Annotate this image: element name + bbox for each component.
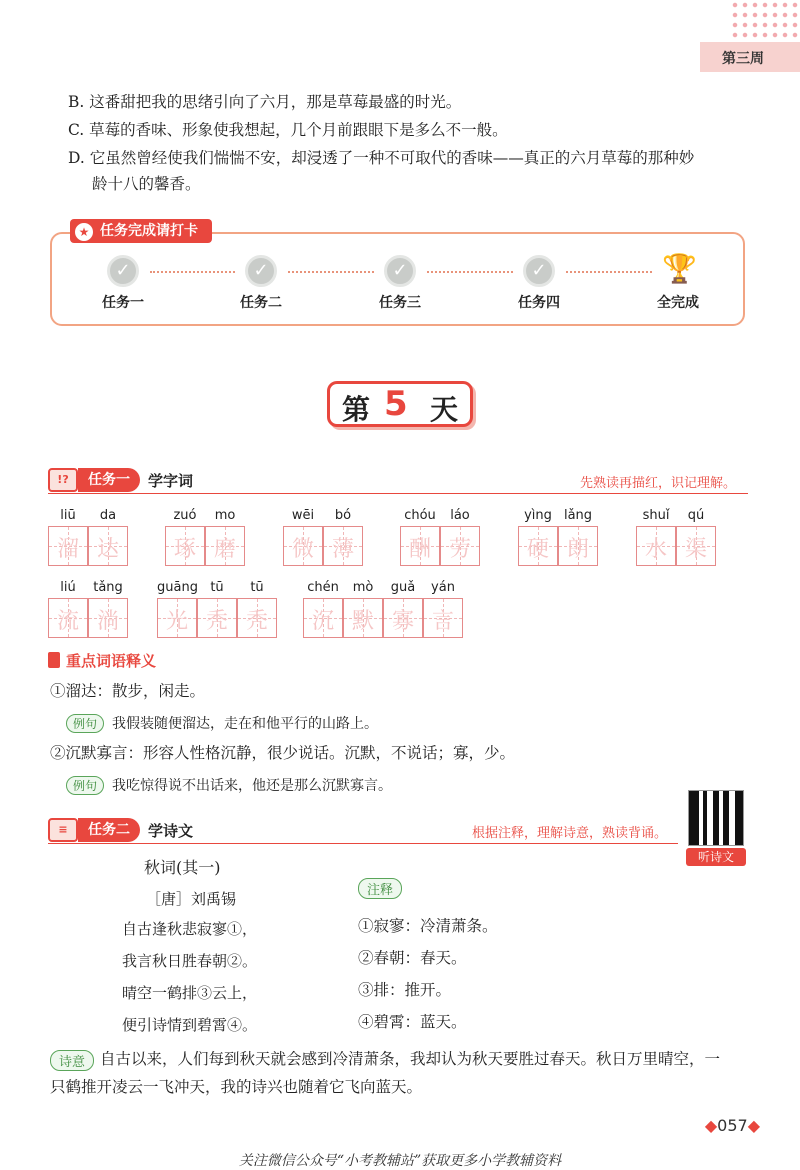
pinyin-label: guāng	[157, 580, 198, 595]
task1-title: 学字词	[148, 472, 194, 490]
trace-character: 达	[96, 537, 119, 562]
day-heading	[327, 381, 473, 427]
task1-tag: 任务一	[78, 468, 140, 492]
task2-title: 学诗文	[148, 822, 194, 840]
pinyin-label: liú	[60, 580, 76, 595]
trace-character: 微	[291, 537, 314, 562]
tracing-cell[interactable]	[303, 598, 343, 638]
meaning-line-2: 只鹤推开凌云一飞冲天，我的诗兴也随着它飞向蓝天。	[50, 1078, 423, 1096]
tracing-cell[interactable]	[157, 598, 197, 638]
corner-dots-decoration	[730, 0, 800, 48]
pinyin-label: tū	[250, 580, 264, 595]
tracing-cell[interactable]	[165, 526, 205, 566]
pinyin-label: guǎ	[390, 580, 416, 595]
trace-character: 流	[56, 609, 79, 634]
pinyin-label: shuǐ	[642, 508, 670, 523]
trace-character: 朗	[566, 537, 589, 562]
notes-tag: 注释	[358, 878, 402, 899]
trace-character: 光	[165, 609, 188, 634]
task1-check-icon[interactable]: ✓	[107, 255, 139, 287]
tracing-cell[interactable]	[88, 598, 128, 638]
poem-line-1: 自古逢秋悲寂寥①，	[122, 920, 258, 938]
example-tag: 例句	[66, 776, 104, 795]
example-1: 我假装随便溜达，走在和他平行的山路上。	[112, 716, 378, 732]
option-b: B. 这番甜把我的思绪引向了六月，那是草莓最盛的时光。	[68, 93, 462, 111]
pinyin-label: tū	[210, 580, 224, 595]
task1-icon: !?	[48, 468, 78, 492]
trace-character: 秃	[205, 609, 228, 634]
trace-character: 水	[644, 537, 667, 562]
tracing-cell[interactable]	[48, 526, 88, 566]
trace-character: 琢	[173, 537, 196, 562]
task3-label: 任务三	[379, 295, 421, 311]
task2-icon: ≡	[48, 818, 78, 842]
trace-character: 言	[431, 609, 454, 634]
page-number-text: 057	[717, 1116, 748, 1135]
tracing-cell[interactable]	[636, 526, 676, 566]
tracing-cell[interactable]	[197, 598, 237, 638]
all-done-label: 全完成	[657, 295, 699, 311]
option-c: C. 草莓的香味、形象使我想起，几个月前跟眼下是多么不一般。	[68, 121, 508, 139]
pinyin-label: wēi	[291, 508, 315, 523]
trace-character: 劳	[448, 537, 471, 562]
note-4: ④碧霄：蓝天。	[358, 1013, 467, 1031]
definition-1: ①溜达：散步，闲走。	[50, 682, 206, 700]
checkin-title: 任务完成请打卡	[70, 219, 212, 243]
poem-line-2: 我言秋日胜春朝②。	[122, 952, 258, 970]
trace-character: 默	[351, 609, 374, 634]
trace-character: 寡	[391, 609, 414, 634]
tracing-cell[interactable]	[323, 526, 363, 566]
week-tab: 第三周	[700, 42, 800, 72]
tracing-cell[interactable]	[423, 598, 463, 638]
note-1: ①寂寥：冷清萧条。	[358, 917, 498, 935]
tracing-cell[interactable]	[205, 526, 245, 566]
day-number: 5	[384, 384, 408, 424]
tracing-cell[interactable]	[558, 526, 598, 566]
keywords-title: 重点词语释义	[66, 652, 157, 670]
task2-label: 任务二	[240, 295, 282, 311]
tracing-cell[interactable]	[283, 526, 323, 566]
footer-note: 关注微信公众号“小考教辅站”获取更多小学教辅资料	[238, 1153, 562, 1169]
trace-character: 酬	[408, 537, 431, 562]
option-d: D. 它虽然曾经使我们惴惴不安，却浸透了一种不可取代的香味——真正的六月草莓的那种妙	[68, 149, 695, 167]
example-tag: 例句	[66, 714, 104, 733]
pinyin-label: tǎng	[93, 580, 123, 595]
pinyin-label: chóu	[404, 508, 436, 523]
section-rule	[48, 843, 678, 844]
dotted-connector	[150, 271, 235, 273]
pinyin-label: láo	[450, 508, 470, 523]
qr-code[interactable]	[688, 790, 744, 846]
pinyin-label: mò	[352, 580, 374, 595]
pinyin-label: bó	[334, 508, 352, 523]
book-icon	[48, 652, 60, 668]
poem-author: ［唐］刘禹锡	[146, 890, 237, 908]
trace-character: 渠	[684, 537, 707, 562]
poem-line-4: 便引诗情到碧霄④。	[122, 1016, 258, 1034]
page-number: ◆057◆	[704, 1116, 760, 1135]
trace-character: 秃	[245, 609, 268, 634]
tracing-cell[interactable]	[400, 526, 440, 566]
pinyin-label: da	[99, 508, 117, 523]
trace-character: 薄	[331, 537, 354, 562]
task4-check-icon[interactable]: ✓	[523, 255, 555, 287]
task2-check-icon[interactable]: ✓	[245, 255, 277, 287]
pinyin-label: chén	[307, 580, 339, 595]
example-2: 我吃惊得说不出话来，他还是那么沉默寡言。	[112, 778, 392, 794]
trace-character: 硬	[526, 537, 549, 562]
task2-hint: 根据注释，理解诗意，熟读背诵。	[472, 826, 668, 841]
tracing-cell[interactable]	[48, 598, 88, 638]
task1-label: 任务一	[102, 295, 144, 311]
trophy-icon[interactable]: 🏆	[662, 252, 697, 285]
tracing-cell[interactable]	[676, 526, 716, 566]
pinyin-label: zuó	[173, 508, 197, 523]
tracing-cell[interactable]	[88, 526, 128, 566]
meaning-tag: 诗意	[50, 1050, 94, 1071]
pinyin-label: yán	[431, 580, 455, 595]
day-suffix: 天	[430, 393, 459, 426]
poem-line-3: 晴空一鹤排③云上，	[122, 984, 258, 1002]
tracing-cell[interactable]	[237, 598, 277, 638]
task4-label: 任务四	[518, 295, 560, 311]
dotted-connector	[566, 271, 652, 273]
star-badge-icon: ★	[73, 221, 95, 243]
tracing-cell[interactable]	[518, 526, 558, 566]
note-2: ②春朝：春天。	[358, 949, 467, 967]
trace-character: 沉	[311, 609, 334, 634]
task3-check-icon[interactable]: ✓	[384, 255, 416, 287]
dotted-connector	[288, 271, 374, 273]
pinyin-label: lǎng	[563, 508, 593, 523]
tracing-cell[interactable]	[440, 526, 480, 566]
listen-poem-button[interactable]: 听诗文	[686, 848, 746, 866]
trace-character: 溜	[56, 537, 79, 562]
option-d-cont: 龄十八的馨香。	[92, 175, 201, 193]
note-3: ③排：推开。	[358, 981, 452, 999]
pinyin-label: yìng	[524, 508, 552, 523]
tracing-cell[interactable]	[343, 598, 383, 638]
dotted-connector	[427, 271, 513, 273]
pinyin-label: qú	[687, 508, 705, 523]
task1-hint: 先熟读再描红，识记理解。	[580, 476, 737, 491]
tracing-cell[interactable]	[383, 598, 423, 638]
day-prefix: 第	[342, 393, 371, 426]
meaning-line-1: 自古以来，人们每到秋天就会感到冷清萧条，我却认为秋天要胜过春天。秋日万里晴空，一	[100, 1050, 721, 1068]
pinyin-label: liū	[60, 508, 76, 523]
section-rule	[48, 493, 748, 494]
pinyin-label: mo	[214, 508, 236, 523]
task2-tag: 任务二	[78, 818, 140, 842]
trace-character: 磨	[213, 537, 236, 562]
trace-character: 淌	[96, 609, 119, 634]
poem-title: 秋词(其一)	[144, 858, 221, 877]
definition-2: ②沉默寡言：形容人性格沉静，很少说话。沉默，不说话；寡，少。	[50, 744, 516, 762]
